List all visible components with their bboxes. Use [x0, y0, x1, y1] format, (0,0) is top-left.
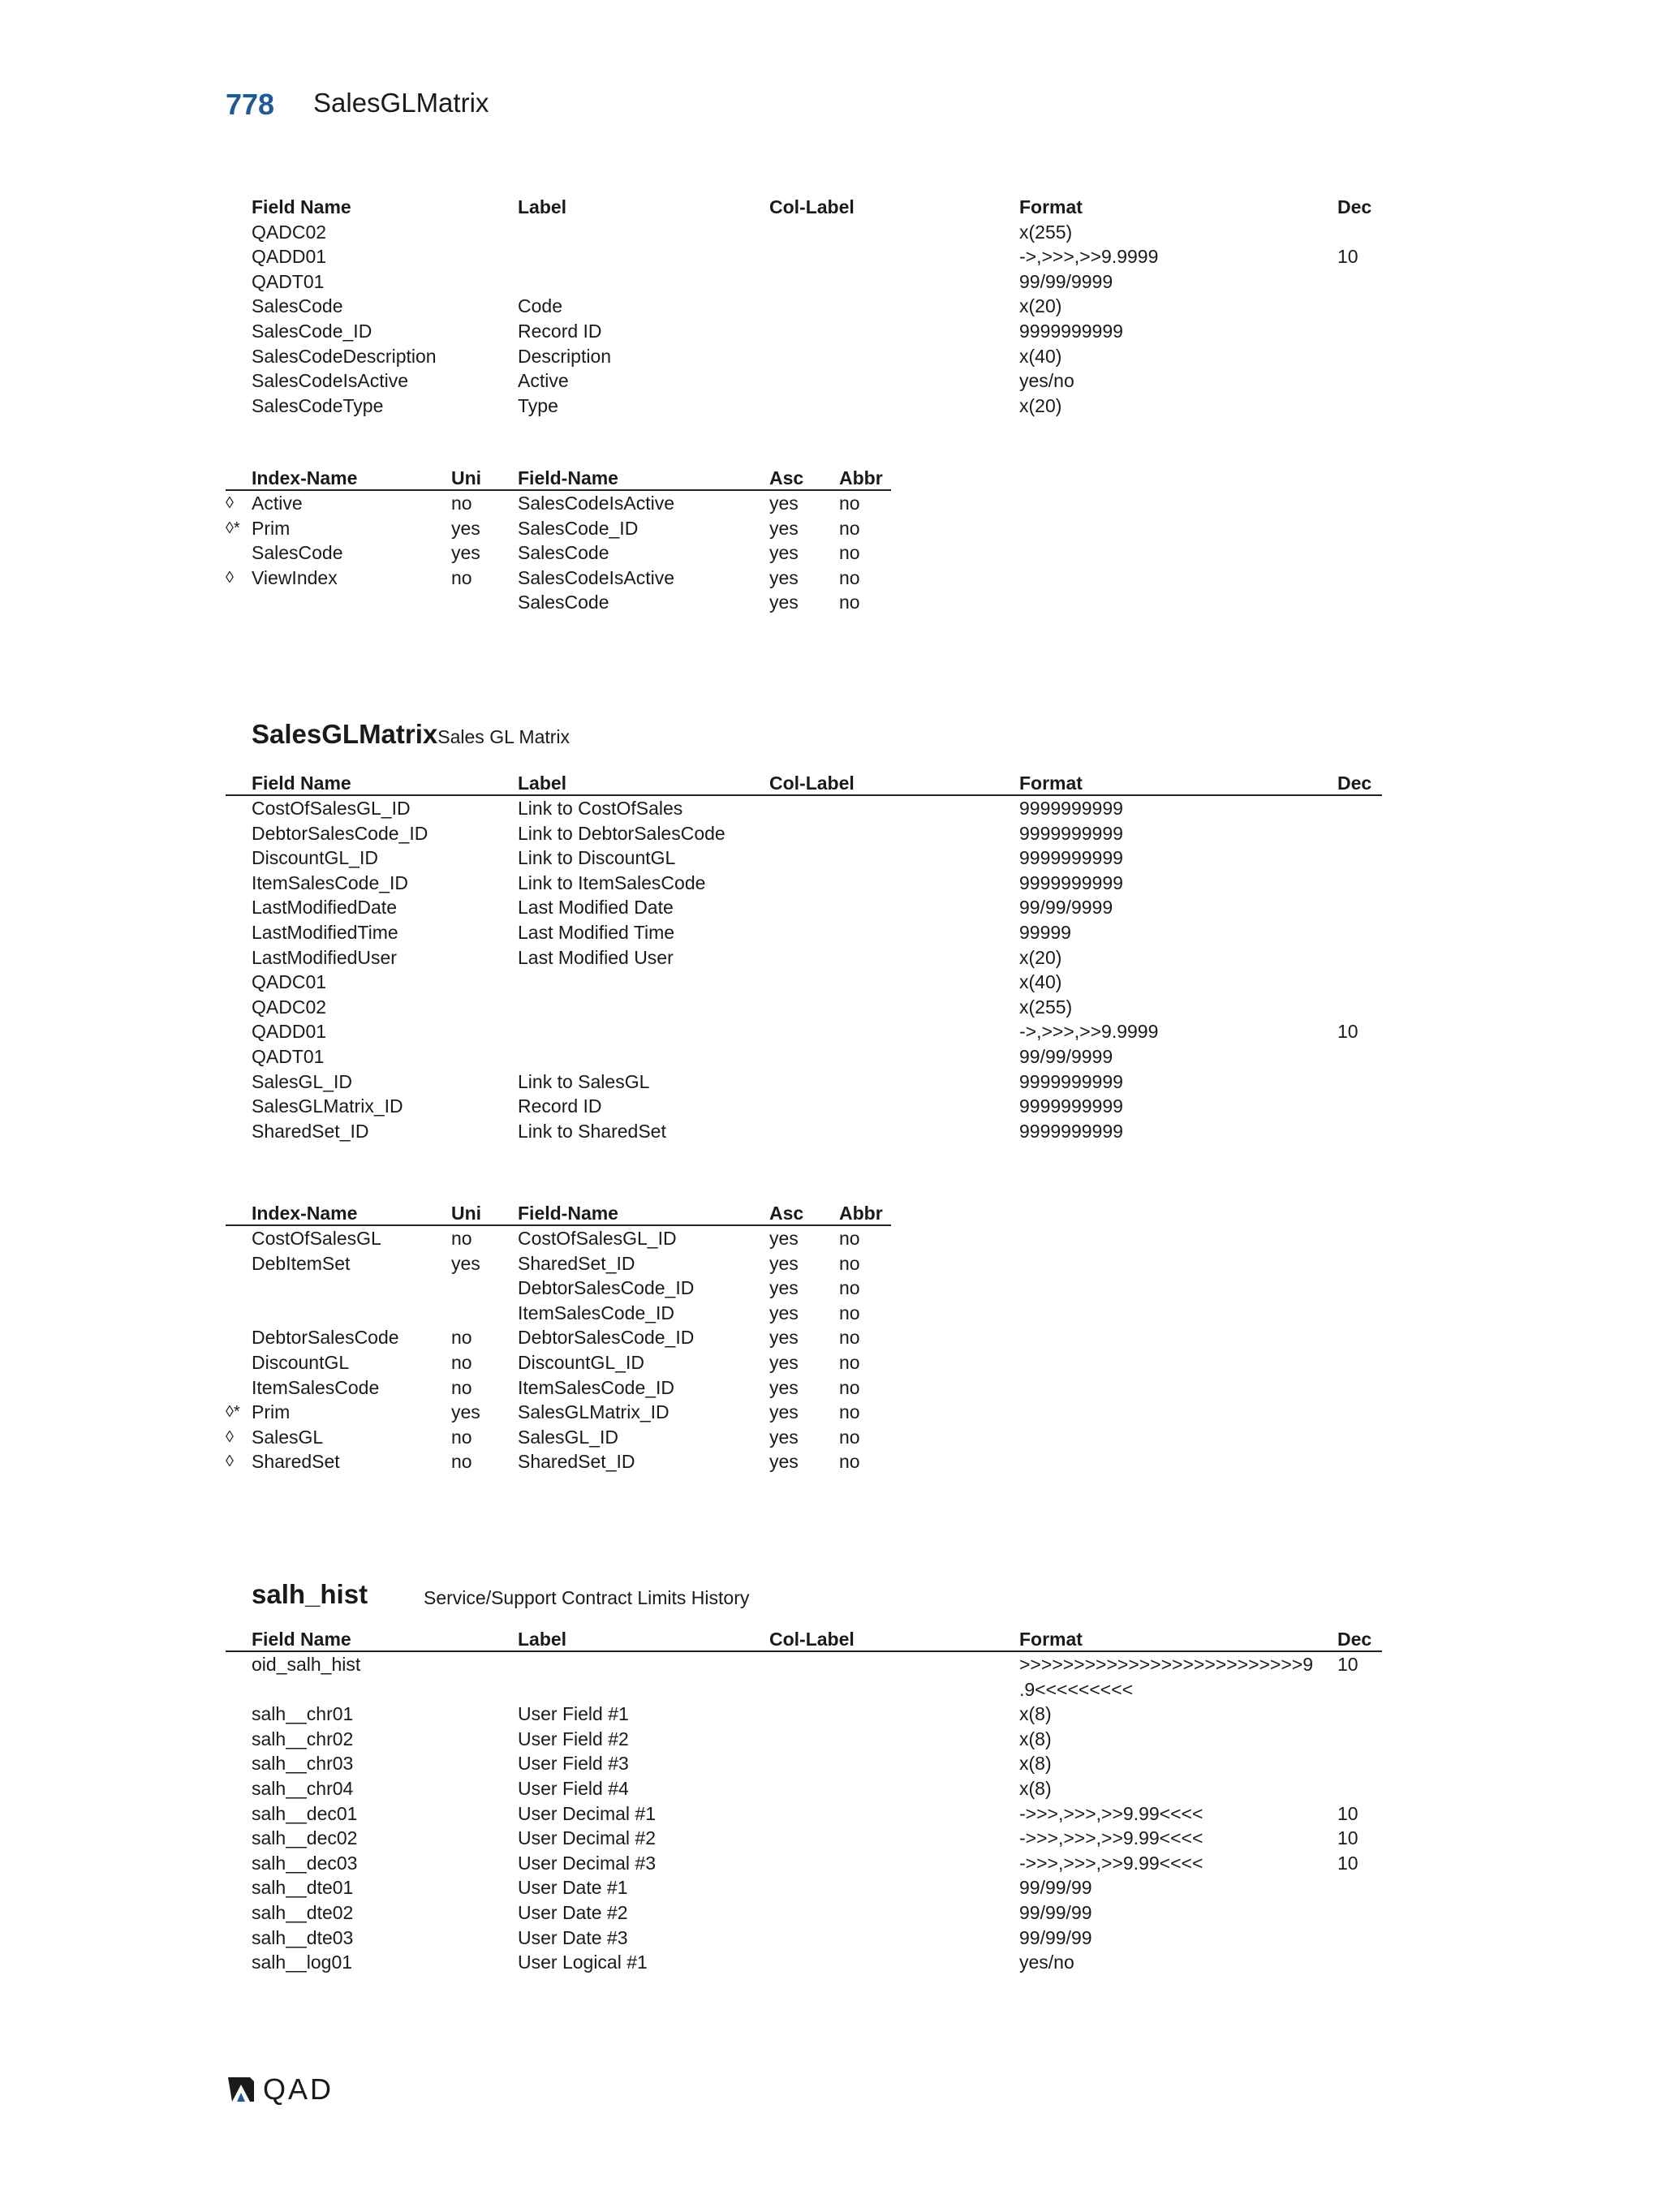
index-name: SalesGL: [252, 1426, 324, 1448]
field-format: 99/99/9999: [1019, 897, 1113, 919]
table-row: [226, 821, 1382, 846]
index-unique: no: [451, 1451, 472, 1473]
index-abbreviated: no: [839, 542, 860, 564]
index-row: [226, 1375, 891, 1401]
index-name: CostOfSalesGL: [252, 1228, 381, 1249]
field-label: User Logical #1: [518, 1952, 648, 1973]
index-abbreviated: no: [839, 1252, 860, 1274]
index-abbreviated: no: [839, 1351, 860, 1373]
field-label: User Field #3: [518, 1753, 629, 1775]
field-label: Link to CostOfSales: [518, 798, 683, 819]
index-ascending: yes: [769, 1228, 799, 1249]
section-title-salesglmatrix: [252, 719, 570, 750]
table-row: [226, 1044, 1382, 1069]
table-row: [226, 1652, 1382, 1677]
field-label: Record ID: [518, 1095, 602, 1117]
index-abbreviated: no: [839, 1277, 860, 1299]
index-field-name: SharedSet_ID: [518, 1252, 635, 1274]
field-name: QADD01: [252, 246, 327, 268]
index-rows: [226, 1226, 891, 1474]
table-row: [226, 796, 1382, 821]
field-format: 99999: [1019, 921, 1071, 943]
field-table-header: Field Name Label Col-Label Format Dec: [226, 771, 1382, 796]
field-format: x(20): [1019, 295, 1062, 317]
field-label: User Decimal #1: [518, 1802, 656, 1824]
field-label: Last Modified Time: [518, 921, 675, 943]
field-name: salh__dec03: [252, 1852, 358, 1874]
field-format: ->>>,>>>,>>9.99<<<<: [1019, 1802, 1203, 1824]
field-name: SalesCode: [252, 295, 343, 317]
field-format: yes/no: [1019, 1952, 1074, 1973]
field-rows: [226, 796, 1382, 1143]
table-row: [226, 1019, 1382, 1044]
field-name: QADD01: [252, 1021, 327, 1043]
index-field-name: SharedSet_ID: [518, 1451, 635, 1473]
salh-hist-field-table: [226, 1627, 1382, 1975]
field-label: User Field #1: [518, 1703, 629, 1725]
table-row: [226, 1751, 1382, 1776]
table-row: [226, 895, 1382, 920]
index-name: Prim: [252, 1401, 291, 1423]
table-row-continuation: [226, 1677, 1382, 1702]
field-name: QADT01: [252, 270, 325, 292]
salesglmatrix-field-table: [226, 771, 1382, 1143]
field-format: 9999999999: [1019, 798, 1123, 819]
index-field-name: SalesCodeIsActive: [518, 566, 675, 588]
index-field-name: SalesGLMatrix_ID: [518, 1401, 670, 1423]
index-unique: no: [451, 493, 472, 514]
table-row: [226, 945, 1382, 970]
field-format: x(20): [1019, 394, 1062, 416]
field-label: User Date #1: [518, 1877, 628, 1899]
field-format: 9999999999: [1019, 871, 1123, 893]
field-name: oid_salh_hist: [252, 1654, 361, 1675]
index-field-name: SalesCodeIsActive: [518, 493, 675, 514]
field-format-continuation: .9<<<<<<<<<: [1019, 1678, 1134, 1700]
field-name: QADT01: [252, 1045, 325, 1067]
field-format: ->,>>>,>>9.9999: [1019, 246, 1159, 268]
table-row: [226, 244, 1382, 269]
index-name: SharedSet: [252, 1451, 340, 1473]
field-name: QADC01: [252, 971, 327, 993]
field-name: QADC02: [252, 996, 327, 1018]
table-row: [226, 394, 1382, 419]
field-name: DebtorSalesCode_ID: [252, 822, 428, 844]
index-field-name: SalesCode: [518, 592, 609, 613]
field-format: 9999999999: [1019, 320, 1123, 342]
index-row: [226, 540, 891, 566]
table-row: [226, 1094, 1382, 1119]
field-name: salh__dte02: [252, 1901, 354, 1923]
qad-logo-text: QAD: [263, 2072, 334, 2106]
table-row: [226, 970, 1382, 995]
field-label: Link to SharedSet: [518, 1120, 666, 1142]
index-field-name: DebtorSalesCode_ID: [518, 1277, 695, 1299]
index-abbreviated: no: [839, 1376, 860, 1398]
index-field-name: SalesCode: [518, 542, 609, 564]
field-dec: 10: [1337, 1802, 1358, 1824]
field-name: SalesCodeIsActive: [252, 370, 409, 392]
index-ascending: yes: [769, 1327, 799, 1349]
table-row: [226, 1069, 1382, 1095]
field-dec: 10: [1337, 1654, 1358, 1675]
index-unique: no: [451, 1351, 472, 1373]
index-row: [226, 1350, 891, 1375]
table-description: Service/Support Contract Limits History: [424, 1587, 750, 1608]
field-format: 99/99/99: [1019, 1901, 1092, 1923]
field-format: x(8): [1019, 1777, 1052, 1799]
index-marker-icon: ◊*: [226, 1403, 240, 1422]
field-format: 9999999999: [1019, 822, 1123, 844]
index-row: [226, 1325, 891, 1350]
salescode-field-table: [226, 195, 1382, 418]
index-name: DebItemSet: [252, 1252, 351, 1274]
index-abbreviated: no: [839, 1302, 860, 1323]
table-row: [226, 220, 1382, 245]
field-name: salh__chr03: [252, 1753, 354, 1775]
table-row: [226, 269, 1382, 295]
field-format: ->>>,>>>,>>9.99<<<<: [1019, 1827, 1203, 1849]
index-row: [226, 566, 891, 591]
index-unique: no: [451, 1228, 472, 1249]
index-name: Active: [252, 493, 303, 514]
table-row: [226, 1900, 1382, 1926]
field-rows: [226, 1652, 1382, 1975]
field-format: yes/no: [1019, 370, 1074, 392]
index-field-name: SalesGL_ID: [518, 1426, 619, 1448]
table-row: [226, 1776, 1382, 1801]
field-dec: 10: [1337, 246, 1358, 268]
field-label: User Date #2: [518, 1901, 628, 1923]
index-field-name: DebtorSalesCode_ID: [518, 1327, 695, 1349]
index-row: [226, 491, 891, 516]
field-name: salh__chr01: [252, 1703, 354, 1725]
table-row: [226, 1702, 1382, 1727]
field-label: Last Modified Date: [518, 897, 674, 919]
index-ascending: yes: [769, 493, 799, 514]
index-abbreviated: no: [839, 1327, 860, 1349]
index-marker-icon: ◊: [226, 494, 234, 512]
field-format: ->,>>>,>>9.9999: [1019, 1021, 1159, 1043]
field-name: SalesCodeType: [252, 394, 384, 416]
field-name: LastModifiedTime: [252, 921, 398, 943]
field-name: SalesCode_ID: [252, 320, 372, 342]
field-label: Link to DebtorSalesCode: [518, 822, 726, 844]
field-table-header: Field Name Label Col-Label Format Dec: [226, 1627, 1382, 1652]
field-name: salh__dec02: [252, 1827, 358, 1849]
index-row: [226, 1449, 891, 1474]
table-row: [226, 1119, 1382, 1144]
field-format: x(8): [1019, 1703, 1052, 1725]
table-row: [226, 1826, 1382, 1851]
field-label: Type: [518, 394, 558, 416]
index-ascending: yes: [769, 1376, 799, 1398]
field-label: Link to ItemSalesCode: [518, 871, 706, 893]
index-name: ItemSalesCode: [252, 1376, 380, 1398]
index-name: Prim: [252, 517, 291, 539]
index-marker-icon: ◊: [226, 568, 234, 587]
table-row: [226, 1801, 1382, 1827]
field-format: 99/99/9999: [1019, 270, 1113, 292]
index-field-name: SalesCode_ID: [518, 517, 639, 539]
index-row: [226, 1226, 891, 1251]
table-name: salh_hist: [252, 1579, 368, 1609]
field-format: 99/99/9999: [1019, 1045, 1113, 1067]
qad-logo-icon: [226, 2075, 256, 2104]
field-name: SalesGL_ID: [252, 1070, 353, 1092]
index-row: [226, 1276, 891, 1301]
field-rows: [226, 220, 1382, 419]
field-label: User Decimal #3: [518, 1852, 656, 1874]
index-row: [226, 516, 891, 541]
index-ascending: yes: [769, 592, 799, 613]
salesglmatrix-index-table: [226, 1201, 891, 1474]
index-table-header: Index-Name Uni Field-Name Asc Abbr: [226, 1201, 891, 1226]
page-number: 778: [226, 88, 275, 121]
field-name: SalesGLMatrix_ID: [252, 1095, 403, 1117]
running-title: SalesGLMatrix: [313, 88, 489, 118]
field-label: Link to SalesGL: [518, 1070, 650, 1092]
index-ascending: yes: [769, 1401, 799, 1423]
index-row: [226, 590, 891, 615]
salescode-index-table: [226, 466, 891, 615]
table-row: [226, 319, 1382, 344]
index-name: DiscountGL: [252, 1351, 350, 1373]
index-abbreviated: no: [839, 1451, 860, 1473]
index-unique: no: [451, 1376, 472, 1398]
field-label: User Field #2: [518, 1728, 629, 1749]
index-unique: no: [451, 566, 472, 588]
table-row: [226, 294, 1382, 319]
index-ascending: yes: [769, 1451, 799, 1473]
index-ascending: yes: [769, 1302, 799, 1323]
field-name: salh__log01: [252, 1952, 353, 1973]
index-abbreviated: no: [839, 493, 860, 514]
field-name: ItemSalesCode_ID: [252, 871, 409, 893]
field-label: Record ID: [518, 320, 602, 342]
index-unique: yes: [451, 1401, 480, 1423]
index-ascending: yes: [769, 542, 799, 564]
field-name: QADC02: [252, 221, 327, 243]
index-unique: no: [451, 1327, 472, 1349]
field-format: x(8): [1019, 1728, 1052, 1749]
field-name: salh__dte03: [252, 1926, 354, 1948]
table-row: [226, 846, 1382, 871]
index-field-name: ItemSalesCode_ID: [518, 1376, 675, 1398]
table-row: [226, 1851, 1382, 1876]
table-row: [226, 1875, 1382, 1900]
index-unique: yes: [451, 517, 480, 539]
field-label: Active: [518, 370, 569, 392]
field-label: Last Modified User: [518, 946, 674, 968]
table-row: [226, 368, 1382, 394]
index-ascending: yes: [769, 1277, 799, 1299]
index-field-name: ItemSalesCode_ID: [518, 1302, 675, 1323]
field-format: 9999999999: [1019, 1120, 1123, 1142]
field-format: ->>>,>>>,>>9.99<<<<: [1019, 1852, 1203, 1874]
field-format: x(8): [1019, 1753, 1052, 1775]
index-ascending: yes: [769, 1252, 799, 1274]
index-abbreviated: no: [839, 566, 860, 588]
field-label: User Date #3: [518, 1926, 628, 1948]
field-format: x(40): [1019, 345, 1062, 367]
index-marker-icon: ◊*: [226, 519, 240, 537]
field-dec: 10: [1337, 1852, 1358, 1874]
index-unique: yes: [451, 1252, 480, 1274]
index-unique: yes: [451, 542, 480, 564]
field-name: SharedSet_ID: [252, 1120, 369, 1142]
section-description-salh-hist: [424, 1587, 749, 1609]
index-marker-icon: ◊: [226, 1452, 234, 1471]
table-row: [226, 995, 1382, 1020]
field-label: Description: [518, 345, 612, 367]
index-ascending: yes: [769, 517, 799, 539]
index-row: [226, 1425, 891, 1450]
table-name: SalesGLMatrix: [252, 719, 438, 749]
field-format: 9999999999: [1019, 1070, 1123, 1092]
index-name: ViewIndex: [252, 566, 338, 588]
index-row: [226, 1301, 891, 1326]
index-abbreviated: no: [839, 592, 860, 613]
table-row: [226, 920, 1382, 945]
table-row: [226, 1950, 1382, 1975]
index-abbreviated: no: [839, 1426, 860, 1448]
field-format: 99/99/99: [1019, 1926, 1092, 1948]
index-field-name: DiscountGL_ID: [518, 1351, 644, 1373]
index-table-header: Index-Name Uni Field-Name Asc Abbr: [226, 466, 891, 491]
index-ascending: yes: [769, 1351, 799, 1373]
table-description: Sales GL Matrix: [437, 726, 571, 747]
field-name: SalesCodeDescription: [252, 345, 437, 367]
field-format: x(20): [1019, 946, 1062, 968]
field-dec: 10: [1337, 1827, 1358, 1849]
index-row: [226, 1251, 891, 1276]
index-abbreviated: no: [839, 517, 860, 539]
table-row: [226, 871, 1382, 896]
index-name: SalesCode: [252, 542, 343, 564]
field-format: x(255): [1019, 996, 1073, 1018]
field-dec: 10: [1337, 1021, 1358, 1043]
field-name: CostOfSalesGL_ID: [252, 798, 411, 819]
section-title-salh-hist: [252, 1579, 368, 1610]
field-label: User Decimal #2: [518, 1827, 656, 1849]
field-name: LastModifiedDate: [252, 897, 397, 919]
field-name: salh__dte01: [252, 1877, 354, 1899]
index-ascending: yes: [769, 1426, 799, 1448]
index-abbreviated: no: [839, 1228, 860, 1249]
field-format: x(255): [1019, 221, 1073, 243]
field-label: Link to DiscountGL: [518, 847, 676, 869]
index-unique: no: [451, 1426, 472, 1448]
field-format: 9999999999: [1019, 1095, 1123, 1117]
table-row: [226, 344, 1382, 369]
field-name: LastModifiedUser: [252, 946, 397, 968]
index-row: [226, 1400, 891, 1425]
index-rows: [226, 491, 891, 615]
table-row: [226, 1926, 1382, 1951]
index-field-name: CostOfSalesGL_ID: [518, 1228, 677, 1249]
field-name: DiscountGL_ID: [252, 847, 378, 869]
index-abbreviated: no: [839, 1401, 860, 1423]
field-table-header: Field Name Label Col-Label Format Dec: [252, 196, 1372, 217]
field-name: salh__dec01: [252, 1802, 358, 1824]
index-name: DebtorSalesCode: [252, 1327, 399, 1349]
field-format: 99/99/99: [1019, 1877, 1092, 1899]
field-format: >>>>>>>>>>>>>>>>>>>>>>>>>>9: [1019, 1654, 1314, 1675]
index-marker-icon: ◊: [226, 1427, 234, 1446]
field-label: User Field #4: [518, 1777, 629, 1799]
field-name: salh__chr04: [252, 1777, 354, 1799]
field-format: 9999999999: [1019, 847, 1123, 869]
table-row: [226, 1727, 1382, 1752]
field-name: salh__chr02: [252, 1728, 354, 1749]
field-label: Code: [518, 295, 562, 317]
field-format: x(40): [1019, 971, 1062, 993]
index-ascending: yes: [769, 566, 799, 588]
